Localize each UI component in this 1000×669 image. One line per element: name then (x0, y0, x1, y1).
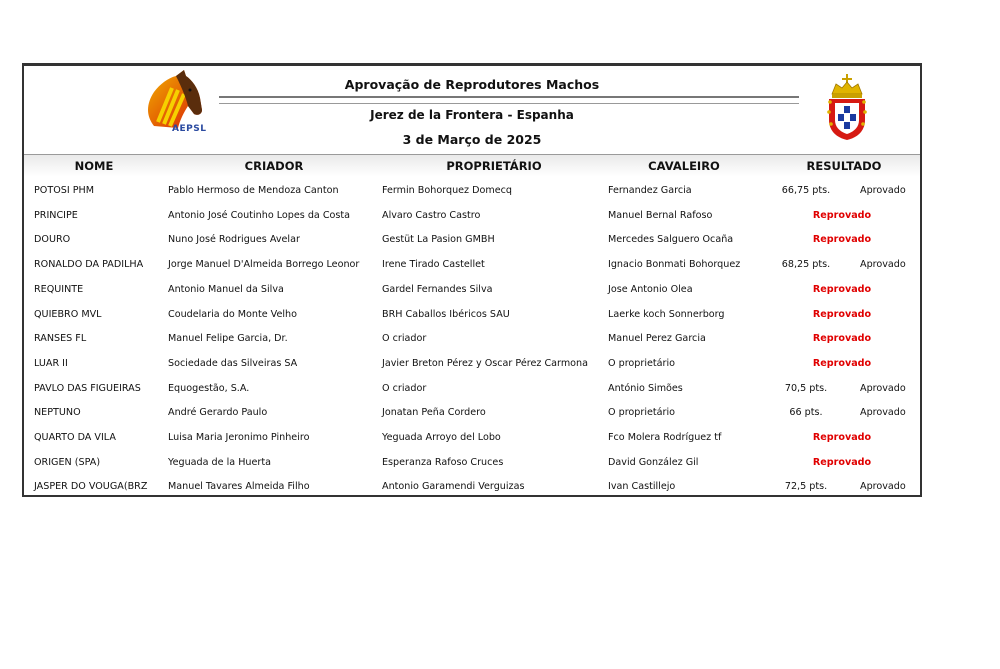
cell-pontos: 72,5 pts. (784, 481, 828, 493)
cell-resultado-aprovado: Aprovado (860, 407, 906, 419)
cell-proprietario: O criador (382, 382, 427, 394)
cell-resultado-reprovado: Reprovado (812, 308, 872, 320)
cell-criador: Luisa Maria Jeronimo Pinheiro (168, 432, 310, 443)
cell-cavaleiro: David González Gil (608, 456, 699, 468)
cell-cavaleiro: Ivan Castillejo (608, 481, 676, 493)
cell-nome: PAVLO DAS FIGUEIRAS (34, 382, 141, 394)
table-row (24, 474, 920, 498)
cell-resultado-reprovado: Reprovado (812, 432, 872, 443)
cell-cavaleiro: Ignacio Bonmati Bohorquez (608, 259, 741, 271)
table-row (24, 277, 920, 301)
cell-nome: NEPTUNO (34, 407, 81, 419)
cell-cavaleiro: Manuel Perez Garcia (608, 333, 706, 345)
cell-cavaleiro: António Simões (608, 382, 683, 394)
cell-proprietario: Esperanza Rafoso Cruces (382, 456, 504, 468)
table-row (24, 302, 920, 326)
cell-criador: Antonio Manuel da Silva (168, 283, 284, 295)
cell-proprietario: Jonatan Peña Cordero (382, 407, 486, 419)
table-row (24, 252, 920, 276)
cell-nome: JASPER DO VOUGA(BRZ (34, 481, 148, 493)
cell-criador: Yeguada de la Huerta (168, 456, 271, 468)
cell-proprietario: Gardel Fernandes Silva (382, 283, 493, 295)
cell-proprietario: Javier Breton Pérez y Oscar Pérez Carmona (382, 357, 589, 369)
cell-nome: DOURO (34, 234, 71, 246)
cell-criador: Jorge Manuel D'Almeida Borrego Leonor (168, 259, 360, 271)
cell-criador: Nuno José Rodrigues Avelar (168, 234, 300, 246)
cell-resultado-aprovado: Aprovado (860, 382, 906, 394)
cell-resultado-aprovado: Aprovado (860, 481, 906, 493)
cell-proprietario: Gestüt La Pasion GMBH (382, 234, 495, 246)
table-row (24, 178, 920, 202)
table-row (24, 425, 920, 449)
cell-nome: QUIEBRO MVL (34, 308, 102, 320)
cell-resultado-aprovado: Aprovado (860, 259, 906, 271)
cell-cavaleiro: O proprietário (608, 357, 676, 369)
event-date: 3 de Março de 2025 (402, 132, 542, 147)
cell-criador: Manuel Tavares Almeida Filho (168, 481, 310, 493)
cell-cavaleiro: Manuel Bernal Rafoso (608, 209, 713, 221)
cell-pontos: 70,5 pts. (784, 382, 828, 394)
cell-criador: Antonio José Coutinho Lopes da Costa (168, 209, 351, 221)
cell-nome: PRINCIPE (34, 209, 78, 221)
cell-criador: Pablo Hermoso de Mendoza Canton (168, 185, 339, 196)
cell-cavaleiro: Jose Antonio Olea (608, 283, 693, 295)
table-row (24, 376, 920, 400)
cell-nome: LUAR II (34, 357, 68, 369)
cell-nome: RANSES FL (34, 333, 87, 345)
col-header-proprietario: PROPRIETÁRIO (446, 159, 542, 173)
cell-criador: Coudelaria do Monte Velho (168, 308, 298, 320)
logo-text: AEPSL (172, 124, 207, 134)
header-rule-thin (219, 103, 799, 104)
cell-pontos: 68,25 pts. (781, 259, 831, 271)
cell-nome: POTOSI PHM (34, 185, 94, 196)
header-rule (219, 96, 799, 98)
cell-proprietario: BRH Caballos Ibéricos SAU (382, 308, 510, 320)
portuguese-royal-crest-icon (824, 72, 870, 142)
cell-proprietario: Fermin Bohorquez Domecq (382, 185, 513, 196)
cell-proprietario: Antonio Garamendi Verguizas (382, 481, 525, 493)
cell-resultado-aprovado: Aprovado (860, 185, 906, 196)
cell-nome: QUARTO DA VILA (34, 432, 116, 443)
table-row (24, 450, 920, 474)
document-header (24, 66, 920, 154)
cell-cavaleiro: Mercedes Salguero Ocaña (608, 234, 734, 246)
cell-pontos: 66,75 pts. (781, 185, 831, 196)
cell-resultado-reprovado: Reprovado (812, 357, 872, 369)
cell-cavaleiro: O proprietário (608, 407, 676, 419)
cell-nome: ORIGEN (SPA) (34, 456, 101, 468)
event-location: Jerez de la Frontera - Espanha (370, 108, 574, 122)
cell-cavaleiro: Fco Molera Rodríguez tf (608, 432, 722, 443)
col-header-resultado: RESULTADO (806, 159, 882, 173)
results-table-card (22, 63, 922, 497)
cell-resultado-reprovado: Reprovado (812, 209, 872, 221)
cell-resultado-reprovado: Reprovado (812, 456, 872, 468)
table-row (24, 400, 920, 424)
cell-nome: REQUINTE (34, 283, 84, 295)
table-row (24, 227, 920, 251)
cell-resultado-reprovado: Reprovado (812, 234, 872, 246)
cell-cavaleiro: Laerke koch Sonnerborg (608, 308, 725, 320)
cell-proprietario: Irene Tirado Castellet (382, 259, 485, 271)
col-header-nome: NOME (74, 159, 114, 173)
table-row (24, 203, 920, 227)
cell-criador: Equogestão, S.A. (168, 382, 250, 394)
cell-resultado-reprovado: Reprovado (812, 333, 872, 345)
cell-nome: RONALDO DA PADILHA (34, 259, 144, 271)
cell-pontos: 66 pts. (789, 407, 823, 419)
document-title: Aprovação de Reprodutores Machos (344, 77, 600, 92)
cell-proprietario: Yeguada Arroyo del Lobo (382, 432, 501, 443)
cell-resultado-reprovado: Reprovado (812, 283, 872, 295)
table-row (24, 351, 920, 375)
cell-criador: Manuel Felipe Garcia, Dr. (168, 333, 288, 345)
table-row (24, 326, 920, 350)
table-header-row (24, 154, 920, 177)
cell-cavaleiro: Fernandez Garcia (608, 185, 692, 196)
cell-proprietario: O criador (382, 333, 427, 345)
col-header-cavaleiro: CAVALEIRO (648, 159, 720, 173)
cell-proprietario: Alvaro Castro Castro (382, 209, 481, 221)
cell-criador: André Gerardo Paulo (168, 407, 268, 419)
col-header-criador: CRIADOR (244, 159, 304, 173)
cell-criador: Sociedade das Silveiras SA (168, 357, 298, 369)
